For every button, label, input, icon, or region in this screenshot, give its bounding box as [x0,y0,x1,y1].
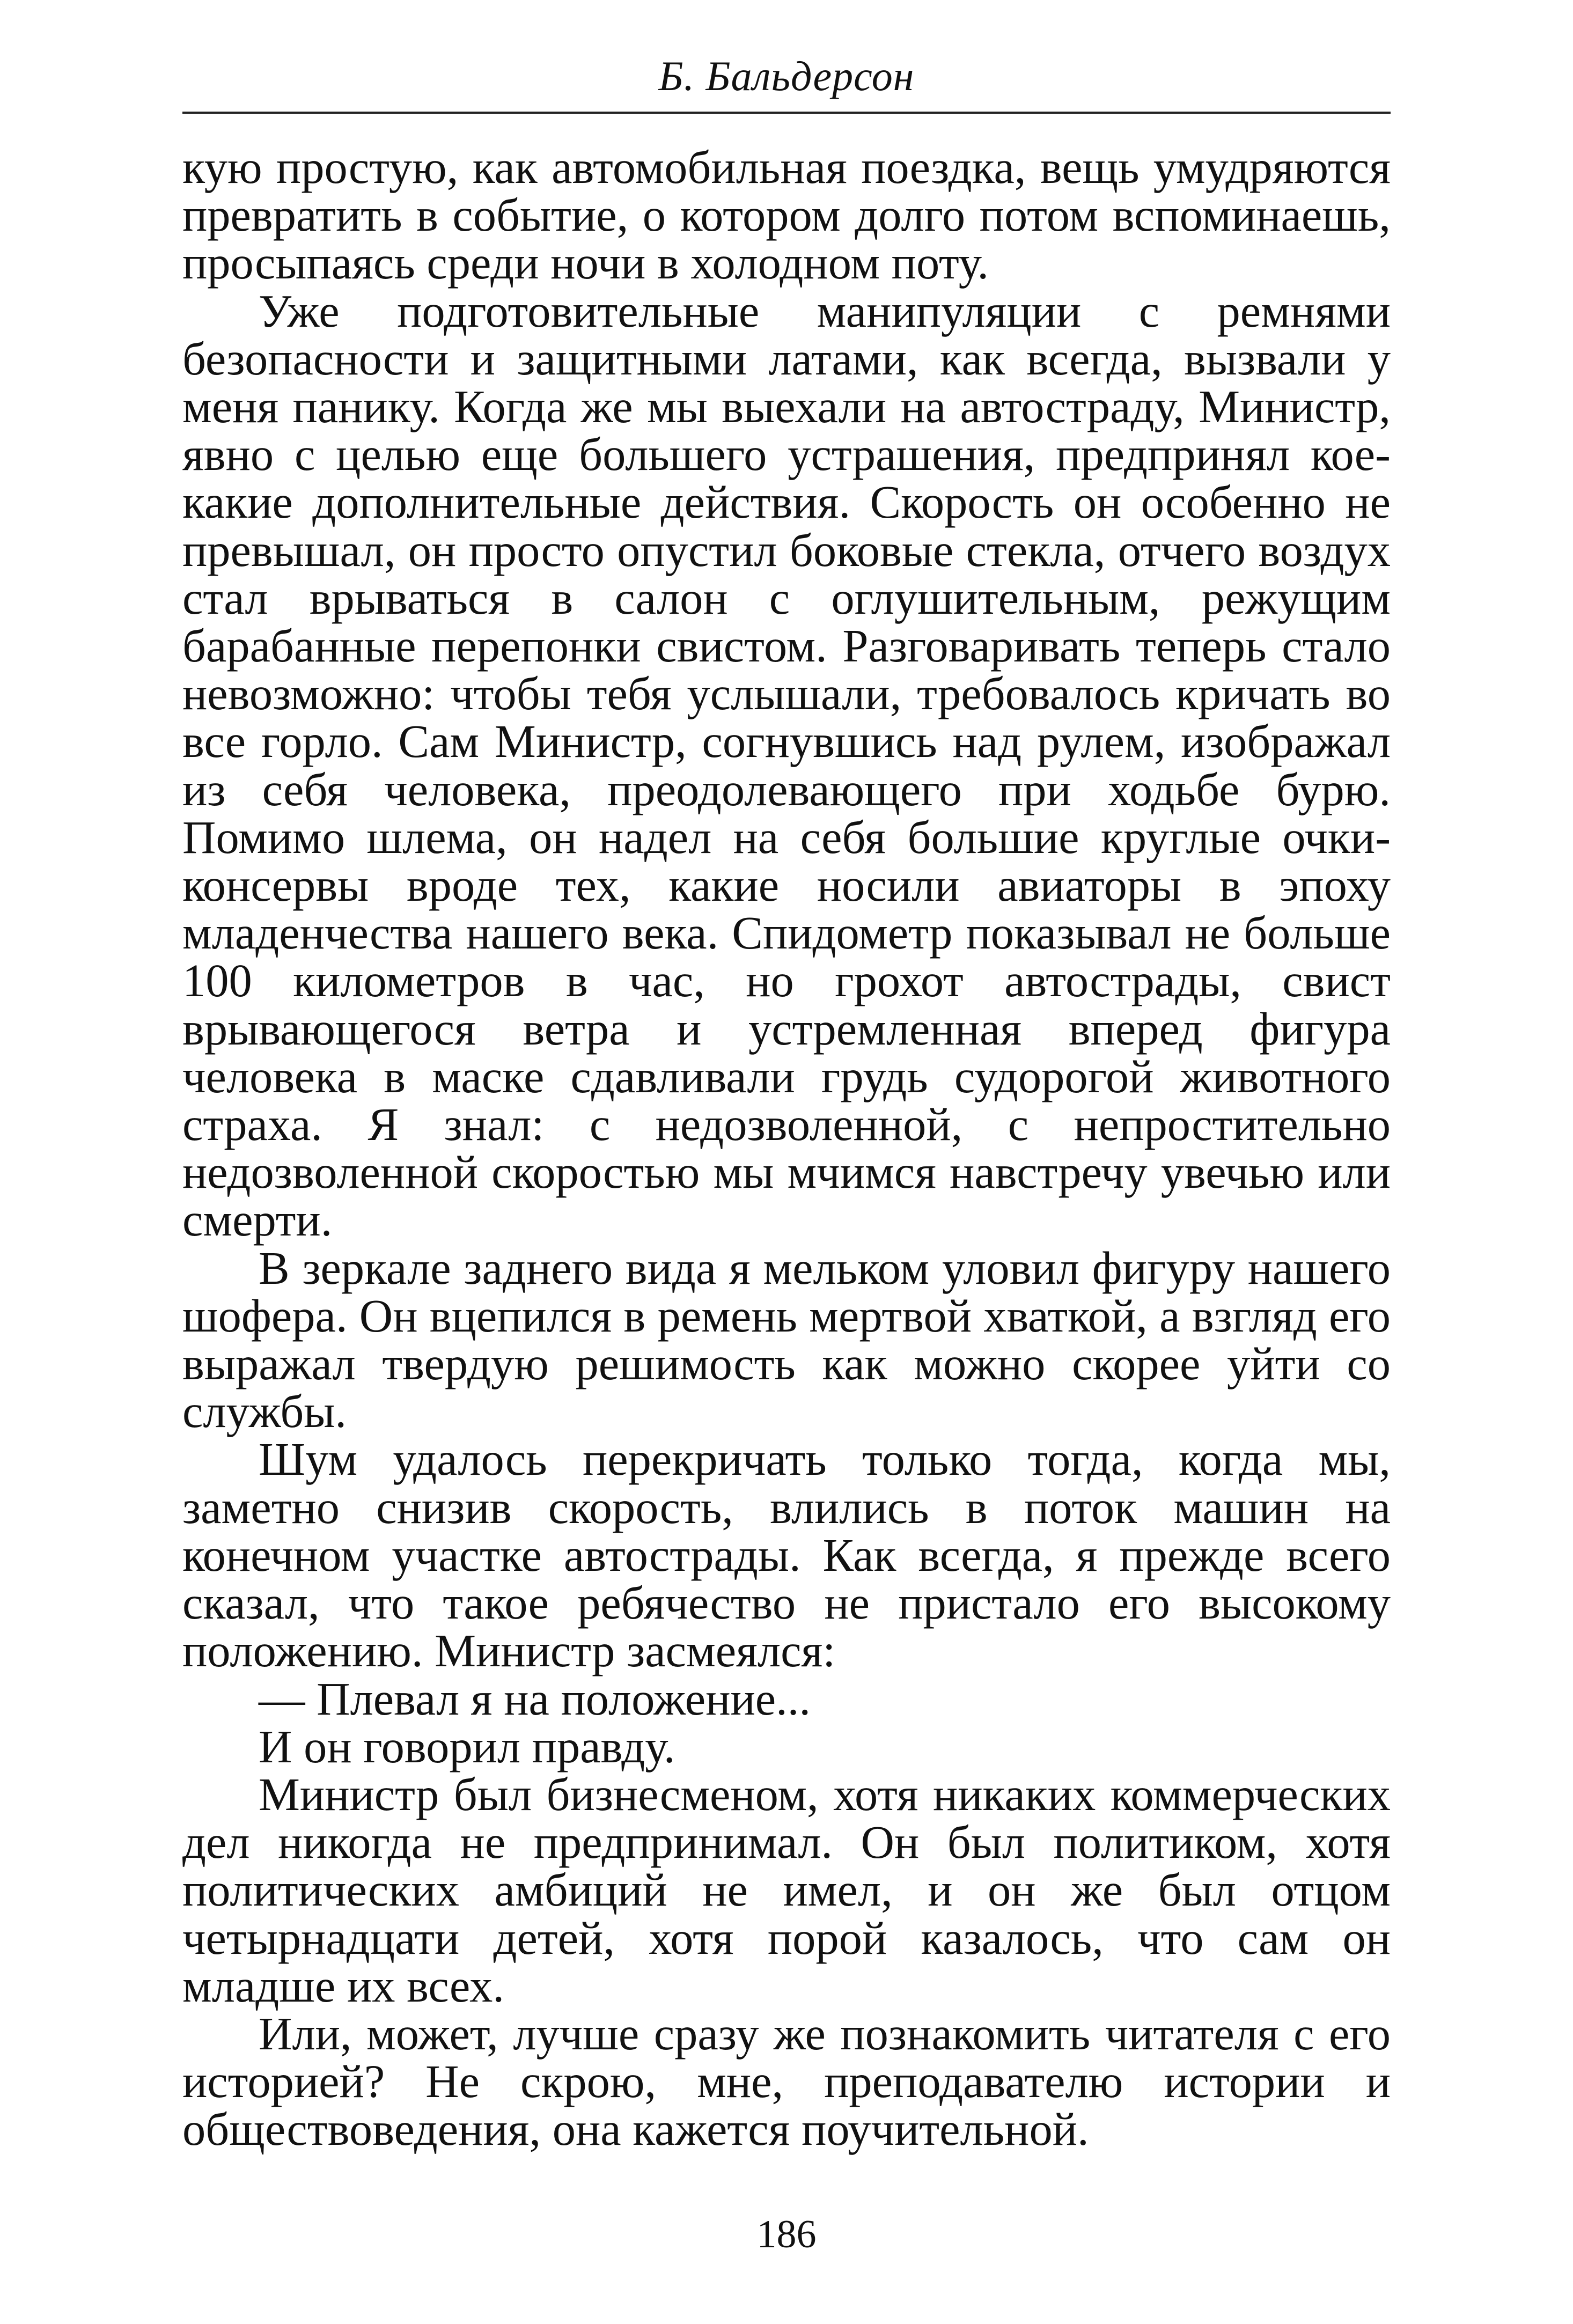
running-head: Б. Бальдерсон [658,53,915,99]
paragraph: кую простую, как автомобильная поездка, вещь умудряются превратить в событие, о котором долго потом вспоминаешь, просыпаясь среди ночи в холодном поту. [182,142,1391,289]
paragraph: Или, может, лучше сразу же познакомить читателя с его историей? Не скрою, мне, преподавателю истории и обществоведения, она кажется поучительной. [182,2007,1391,2156]
paragraph: В зеркале заднего вида я мельком уловил фигуру нашего шофера. Он вцепился в ремень мертвой хваткой, а взгляд его выражал твердую решимость как можно скорее уйти со службы. [182,1242,1391,1438]
paragraph: Шум удалось перекричать только тогда, когда мы, заметно снизив скорость, влились в поток машин на конечном участке автострады. Как всегда, я прежде всего сказал, что такое ребячество не пристало его высокому положению. Министр засмеялся: [182,1433,1391,1677]
paragraph: И он говорил правду. [259,1720,675,1773]
page-number: 186 [756,2212,817,2256]
header-rule [182,112,1391,114]
dialogue-line: — Плевал я на положение... [259,1673,811,1725]
body-text [182,144,1391,2154]
paragraph: Министр был бизнесменом, хотя никаких коммерческих дел никогда не предпринимал. Он был политиком, хотя политических амбиций не имел, и он же был отцом четырнадцати детей, хотя порой казалось, что сам он младше их всех. [182,1768,1391,2012]
paragraph: Уже подготовительные манипуляции с ремнями безопасности и защитными латами, как всегда, вызвали у меня панику. Когда же мы выехали на автостраду, Министр, явно с целью еще большего устрашения, предпринял кое-какие дополнительные действия. Скорость он особенно не превышал, он просто опустил боковые стекла, отчего воздух стал врываться в салон с оглушительным, режущим барабанные перепонки свистом. Разговаривать теперь стало невозможно: чтобы тебя услышали, требовалось кричать во все горло. Сам Министр, согнувшись над рулем, изображал из себя человека, преодолевающего при ходьбе бурю. Помимо шлема, он надел на себя большие круглые очки-консервы вроде тех, какие носили авиаторы в эпоху младенчества нашего века. Спидометр показывал не больше 100 километров в час, но грохот автострады, свист врывающегося ветра и устремленная вперед фигура человека в маске сдавливали грудь судорогой животного страха. Я знал: с недозволенной, с непростительно недозволенной скоростью мы мчимся навстречу увечью или смерти. [182,285,1391,1246]
